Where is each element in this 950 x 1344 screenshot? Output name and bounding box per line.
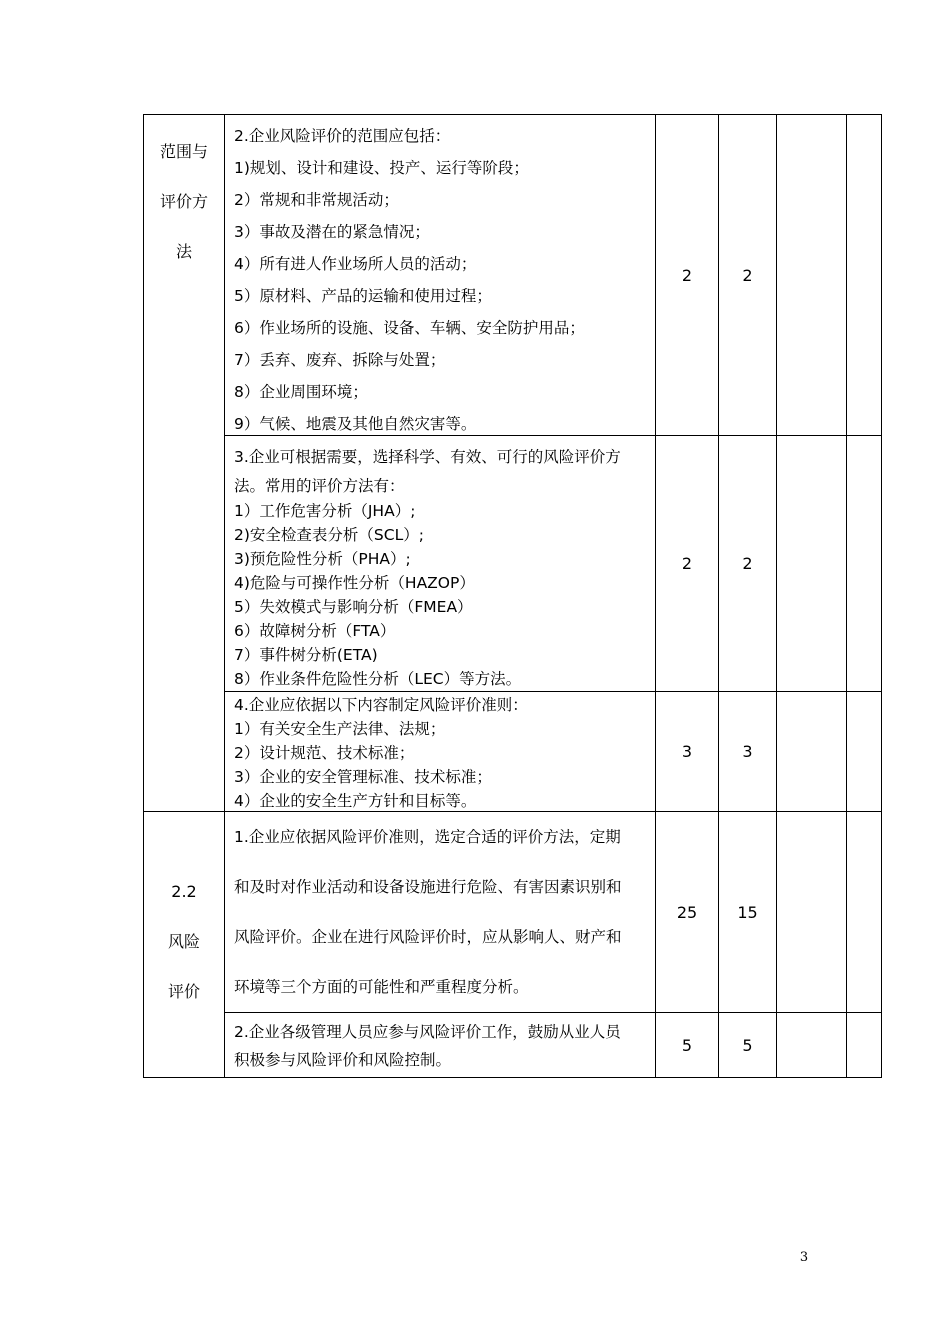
category-line: 风险 [167, 932, 200, 951]
requirement-line: 5）失效模式与影响分析（FMEA） [234, 598, 473, 616]
blank-score-cell [776, 811, 847, 1013]
requirement-line: 和及时对作业活动和设备设施进行危险、有害因素识别和 [234, 878, 622, 896]
requirement-line: 法。常用的评价方法有： [234, 477, 405, 495]
standard-score-cell: 5 [655, 1012, 719, 1078]
blank-note-cell [846, 114, 882, 436]
requirement-line: 1)规划、设计和建设、投产、运行等阶段； [234, 159, 529, 177]
blank-note-cell [846, 811, 882, 1013]
requirement-line: 3）事故及潜在的紧急情况； [234, 223, 430, 241]
requirement-line: 风险评价。企业在进行风险评价时，应从影响人、财产和 [234, 928, 622, 946]
requirement-cell [224, 691, 656, 812]
requirement-line: 7）丢弃、废弃、拆除与处置； [234, 351, 446, 369]
requirement-line: 8）企业周围环境； [234, 383, 368, 401]
requirement-line: 积极参与风险评价和风险控制。 [234, 1051, 452, 1069]
requirement-line: 4）企业的安全生产方针和目标等。 [234, 792, 477, 810]
category-line: 范围与 [159, 142, 208, 161]
requirement-cell [224, 114, 656, 436]
blank-score-cell [776, 1012, 847, 1078]
blank-note-cell [846, 1012, 882, 1078]
requirement-line: 1）有关安全生产法律、法规； [234, 720, 446, 738]
requirement-line: 2)安全检查表分析（SCL）; [234, 526, 424, 544]
standard-score-cell: 2 [655, 114, 719, 436]
category-line: 2.2 [171, 882, 197, 901]
requirement-line: 8）作业条件危险性分析（LEC）等方法。 [234, 670, 522, 688]
requirement-line: 1）工作危害分析（JHA）; [234, 502, 416, 520]
requirement-line: 4）所有进人作业场所人员的活动； [234, 255, 477, 273]
requirement-cell [224, 1012, 656, 1078]
category-line: 评价方 [159, 192, 208, 211]
actual-score-cell: 5 [718, 1012, 777, 1078]
standard-score-cell: 25 [655, 811, 719, 1013]
requirement-line: 6）作业场所的设施、设备、车辆、安全防护用品； [234, 319, 585, 337]
blank-score-cell [776, 435, 847, 692]
requirement-line: 2.企业各级管理人员应参与风险评价工作，鼓励从业人员 [234, 1023, 621, 1041]
page-number: 3 [799, 1250, 809, 1265]
scoring-table [143, 114, 882, 1078]
standard-score-cell: 3 [655, 691, 719, 812]
requirement-line: 9）气候、地震及其他自然灾害等。 [234, 415, 477, 433]
category-cell [143, 114, 225, 812]
actual-score-cell: 3 [718, 691, 777, 812]
requirement-line: 3）企业的安全管理标准、技术标准； [234, 768, 492, 786]
blank-score-cell [776, 114, 847, 436]
blank-note-cell [846, 435, 882, 692]
requirement-line: 2.企业风险评价的范围应包括： [234, 127, 451, 145]
category-line: 法 [175, 242, 192, 261]
requirement-line: 6）故障树分析（FTA） [234, 622, 396, 640]
requirement-line: 2）设计规范、技术标准； [234, 744, 415, 762]
requirement-line: 7）事件树分析(ETA) [234, 646, 378, 664]
actual-score-cell: 2 [718, 114, 777, 436]
standard-score-cell: 2 [655, 435, 719, 692]
requirement-line: 4)危险与可操作性分析（HAZOP） [234, 574, 475, 592]
requirement-line: 5）原材料、产品的运输和使用过程； [234, 287, 492, 305]
requirement-line: 2）常规和非常规活动； [234, 191, 399, 209]
requirement-line: 3.企业可根据需要，选择科学、有效、可行的风险评价方 [234, 448, 621, 466]
requirement-cell [224, 435, 656, 692]
blank-note-cell [846, 691, 882, 812]
requirement-line: 4.企业应依据以下内容制定风险评价准则： [234, 696, 528, 714]
category-line: 评价 [167, 982, 200, 1001]
requirement-cell [224, 811, 656, 1013]
category-cell [143, 811, 225, 1078]
requirement-line: 1.企业应依据风险评价准则，选定合适的评价方法，定期 [234, 828, 621, 846]
actual-score-cell: 15 [718, 811, 777, 1013]
requirement-line: 环境等三个方面的可能性和严重程度分析。 [234, 978, 529, 996]
requirement-line: 3)预危险性分析（PHA）; [234, 550, 411, 568]
blank-score-cell [776, 691, 847, 812]
actual-score-cell: 2 [718, 435, 777, 692]
